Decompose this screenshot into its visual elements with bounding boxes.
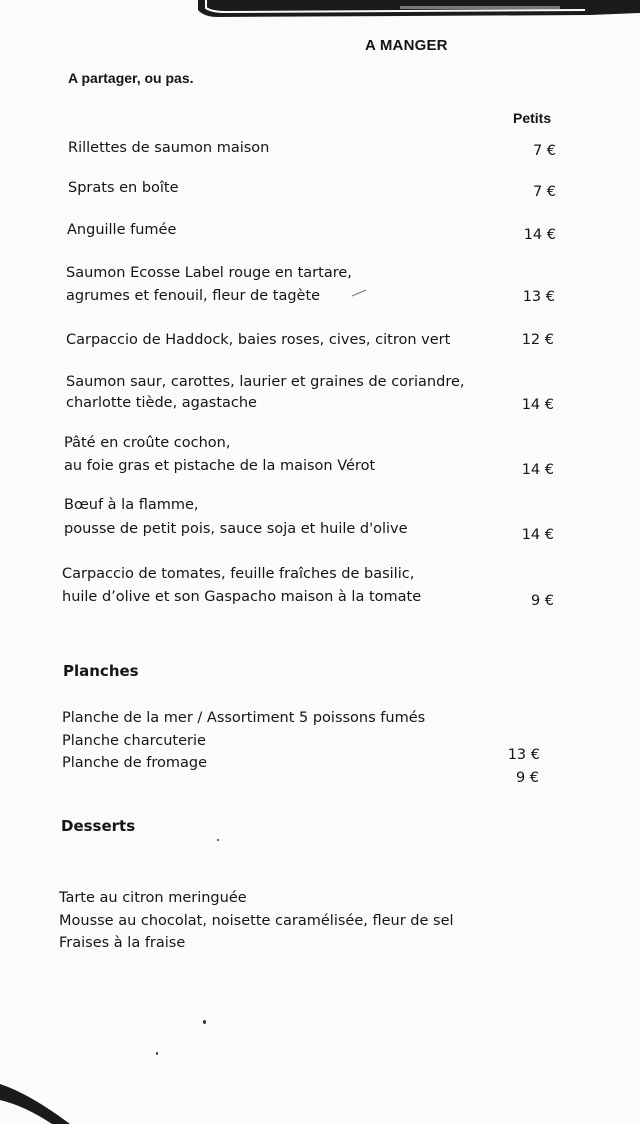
menu-item-price: 14 €: [521, 527, 554, 543]
speck-mark: [203, 1020, 206, 1024]
dessert-item: Fraises à la fraise: [59, 935, 186, 951]
menu-item-price: 12 €: [521, 332, 554, 348]
menu-item-name-line2: huile d’olive et son Gaspacho maison à la tomate: [62, 589, 422, 605]
menu-item-name: Saumon Ecosse Label rouge en tartare,: [66, 265, 352, 281]
menu-item-name-line2: au foie gras et pistache de la maison Vérot: [64, 458, 376, 474]
menu-item-name: Saumon saur, carottes, laurier et graines de coriandre,: [66, 374, 465, 390]
dessert-item: Mousse au chocolat, noisette caramélisée, fleur de sel: [59, 913, 454, 929]
page-subtitle: A partager, ou pas.: [68, 70, 194, 86]
menu-item-name: Carpaccio de Haddock, baies roses, cives, citron vert: [66, 332, 451, 348]
menu-item-name-line2: charlotte tiède, agastache: [66, 395, 257, 411]
menu-item-name: Bœuf à la flamme,: [64, 497, 199, 513]
planche-item: Planche de fromage: [62, 755, 208, 771]
speck-mark: [156, 1052, 158, 1055]
section-heading-planches: Planches: [63, 662, 139, 680]
column-label-petits: Petits: [513, 110, 552, 126]
planche-item: Planche charcuterie: [62, 733, 206, 749]
section-heading-desserts: Desserts: [61, 817, 136, 835]
speck-mark: [217, 839, 219, 841]
menu-item-price: 7 €: [532, 143, 556, 159]
menu-item-price: 14 €: [521, 397, 554, 413]
dessert-item: Tarte au citron meringuée: [59, 890, 247, 906]
menu-item-price: 14 €: [521, 462, 554, 478]
menu-item-name-line2: agrumes et fenouil, fleur de tagète: [66, 288, 321, 304]
menu-item-name: Pâté en croûte cochon,: [64, 435, 231, 451]
menu-item-price: 14 €: [523, 227, 556, 243]
planche-price: 9 €: [515, 770, 539, 786]
menu-item-name-line2: pousse de petit pois, sauce soja et huile d'olive: [64, 521, 408, 537]
planche-item: Planche de la mer / Assortiment 5 poissons fumés: [62, 710, 426, 726]
menu-item-name: Anguille fumée: [67, 222, 177, 238]
menu-item-price: 9 €: [530, 593, 554, 609]
menu-item-name: Carpaccio de tomates, feuille fraîches de basilic,: [62, 566, 415, 582]
planche-price: 13 €: [507, 747, 540, 763]
menu-item-price: 7 €: [532, 184, 556, 200]
menu-item-name: Rillettes de saumon maison: [68, 140, 270, 156]
page-title: A MANGER: [365, 37, 448, 54]
menu-item-name: Sprats en boîte: [68, 180, 179, 196]
menu-item-price: 13 €: [522, 289, 555, 305]
